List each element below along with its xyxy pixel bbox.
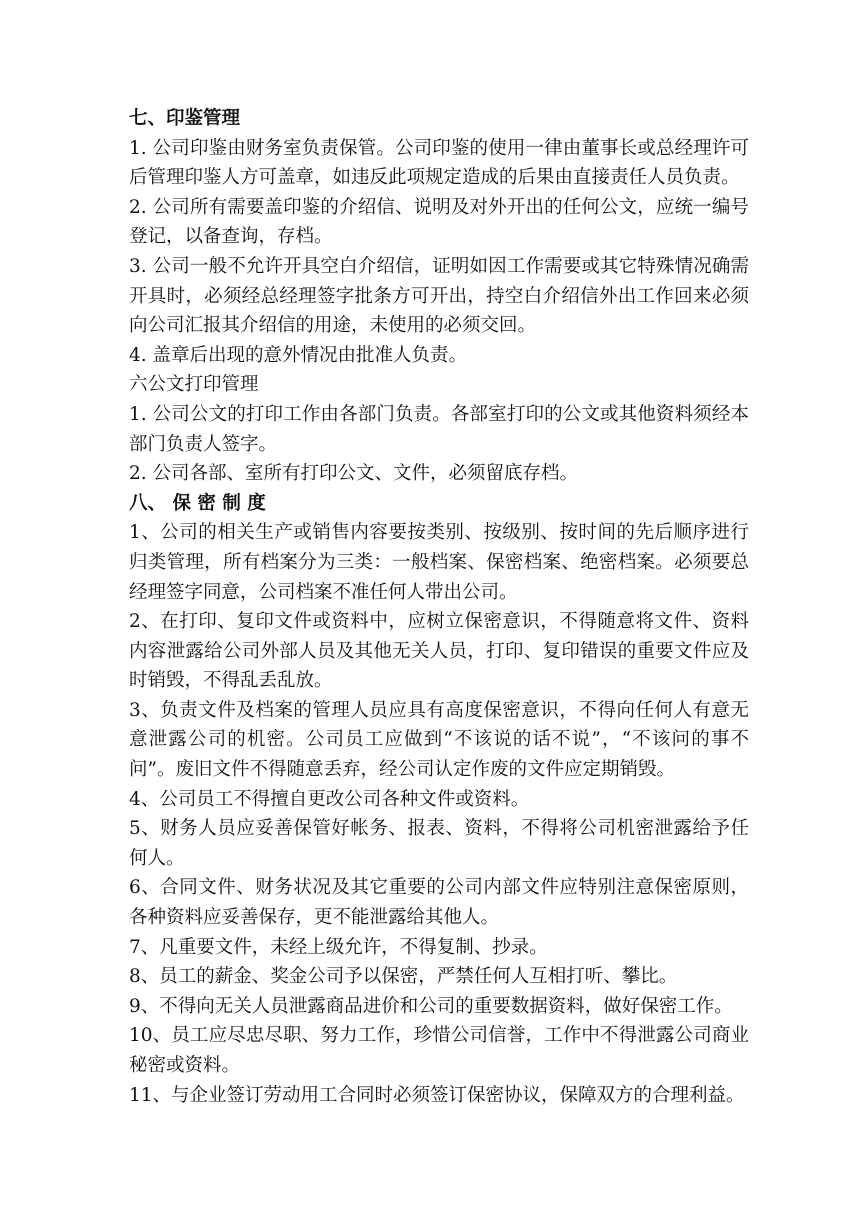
section-heading: 六公文打印管理 — [129, 374, 259, 396]
paragraph: 3. 公司一般不允许开具空白介绍信，证明如因工作需要或其它特殊情况确需开具时，必须经总经理签字批条方可开出，持空白介绍信外出工作回来必须向公司汇报其介绍信的用途，未使用的必须交回。 — [129, 255, 749, 337]
paragraph: 7、凡重要文件，未经上级允许，不得复制、抄录。 — [129, 936, 548, 958]
paragraph: 8、员工的薪金、奖金公司予以保密，严禁任何人互相打听、攀比。 — [129, 966, 678, 988]
paragraph: 4. 盖章后出现的意外情况由批准人负责。 — [129, 344, 468, 366]
section-document-printing — [129, 370, 749, 488]
paragraph: 4、公司员工不得擅自更改公司各种文件或资料。 — [129, 788, 530, 810]
paragraph: 3、负责文件及档案的管理人员应具有高度保密意识，不得向任何人有意无意泄露公司的机密。公司员工应做到“不该说的话不说”，“不该问的事不问”。废旧文件不得随意丢弃，经公司认定作废的文件应定期销毁。 — [129, 699, 749, 781]
section-seal-management — [129, 104, 749, 370]
section-heading: 七、印鉴管理 — [129, 108, 241, 129]
paragraph: 6、合同文件、财务状况及其它重要的公司内部文件应特别注意保密原则，各种资料应妥善保存，更不能泄露给其他人。 — [129, 877, 749, 929]
paragraph: 10、员工应尽忠尽职、努力工作，珍惜公司信誉，工作中不得泄露公司商业秘密或资料。 — [129, 1025, 749, 1076]
paragraph: 5、财务人员应妥善保管好帐务、报表、资料，不得将公司机密泄露给予任何人。 — [129, 818, 749, 869]
section-confidentiality — [129, 489, 749, 1110]
paragraph: 11、与企业签订劳动用工合同时必须签订保密协议，保障双方的合理利益。 — [129, 1084, 745, 1106]
paragraph: 1. 公司公文的打印工作由各部门负责。各部室打印的公文或其他资料须经本部门负责人签字。 — [129, 403, 749, 455]
paragraph: 1. 公司印鉴由财务室负责保管。公司印鉴的使用一律由董事长或总经理许可后管理印鉴人方可盖章，如违反此项规定造成的后果由直接责任人员负责。 — [129, 137, 749, 189]
paragraph: 1、公司的相关生产或销售内容要按类别、按级别、按时间的先后顺序进行归类管理，所有档案分为三类：一般档案、保密档案、绝密档案。必须要总经理签字同意，公司档案不准任何人带出公司。 — [129, 522, 749, 603]
paragraph: 2. 公司所有需要盖印鉴的介绍信、说明及对外开出的任何公文，应统一编号登记，以备查询，存档。 — [129, 196, 749, 248]
paragraph: 2、在打印、复印文件或资料中，应树立保密意识，不得随意将文件、资料内容泄露给公司外部人员及其他无关人员，打印、复印错误的重要文件应及时销毁，不得乱丢乱放。 — [129, 611, 749, 692]
document-page — [129, 104, 749, 1110]
paragraph: 2. 公司各部、室所有打印公文、文件，必须留底存档。 — [129, 463, 579, 485]
paragraph: 9、不得向无关人员泄露商品进价和公司的重要数据资料，做好保密工作。 — [129, 995, 733, 1017]
section-heading: 八、 保 密 制 度 — [129, 492, 266, 514]
